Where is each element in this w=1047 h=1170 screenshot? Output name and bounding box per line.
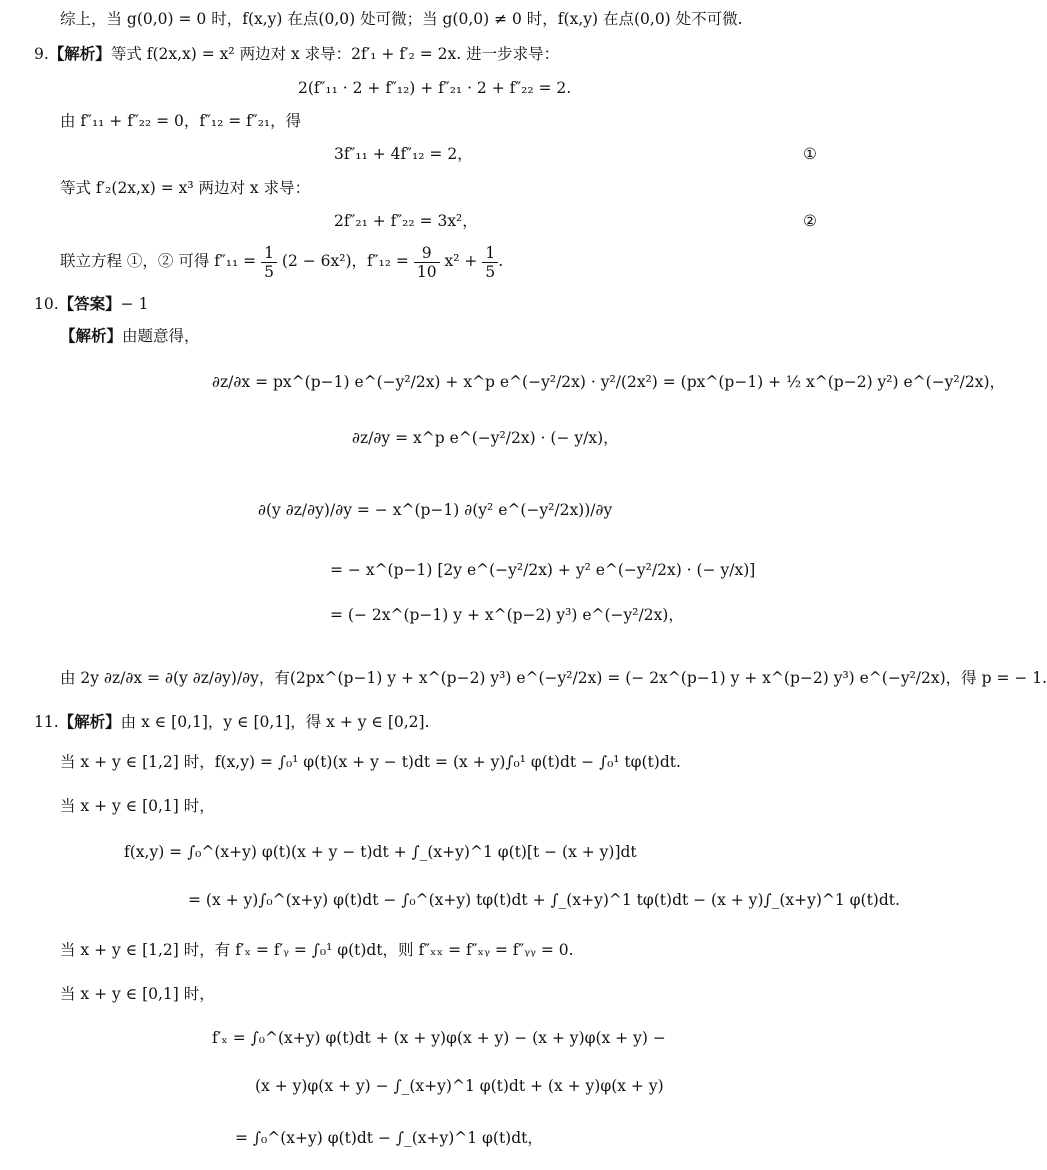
analysis-tag: 【解析】 xyxy=(60,326,123,345)
problem-9-text: 等式 f(2x,x) = x² 两边对 x 求导：2f′₁ + f′₂ = 2x. 进一步求导： xyxy=(110,45,560,63)
problem-10-result: 由 2y ∂z/∂x = ∂(y ∂z/∂y)/∂y，有(2px^(p−1) y + x^(p−2) y³) e^(−y²/2x) = (− 2x^(p−1) y + x^(p−2) y³) e^(−y²/2x)，得 p = − 1. xyxy=(60,669,1047,687)
fraction-1-5 xyxy=(261,244,277,281)
problem-9-header xyxy=(34,44,559,64)
fx-derivative-1: f′ₓ = ∫₀^(x+y) φ(t)dt + (x + y)φ(x + y) − (x + y)φ(x + y) − xyxy=(212,1029,666,1047)
case-0-1-label-2: 当 x + y ∈ [0,1] 时， xyxy=(60,985,215,1003)
result-prefix: 联立方程 ①，② 可得 f″₁₁ = xyxy=(60,252,257,270)
fraction-9-10 xyxy=(414,244,440,281)
second-derivatives-zero: 当 x + y ∈ [1,2] 时，有 f′ₓ = f′ᵧ = ∫₀¹ φ(t)dt，则 f″ₓₓ = f″ₓᵧ = f″ᵧᵧ = 0. xyxy=(60,941,574,959)
mixed-partial-1: ∂(y ∂z/∂y)/∂y = − x^(p−1) ∂(y² e^(−y²/2x))/∂y xyxy=(258,501,613,519)
analysis-text: 由题意得， xyxy=(122,327,200,345)
f-definition: f(x,y) = ∫₀^(x+y) φ(t)(x + y − t)dt + ∫_(x+y)^1 φ(t)[t − (x + y)]dt xyxy=(124,843,637,861)
problem-9-result xyxy=(60,240,503,282)
numerator: 1 xyxy=(482,244,498,263)
case-0-1-label: 当 x + y ∈ [0,1] 时， xyxy=(60,797,215,815)
f-expanded: = (x + y)∫₀^(x+y) φ(t)dt − ∫₀^(x+y) tφ(t)dt + ∫_(x+y)^1 tφ(t)dt − (x + y)∫_(x+y)^1 φ(t)dt. xyxy=(188,891,900,909)
problem-9-number: 9. xyxy=(34,45,49,63)
answer-value: − 1 xyxy=(120,295,149,313)
denominator: 5 xyxy=(264,262,274,281)
result-period: . xyxy=(498,252,504,270)
problem-9-condition: 由 f″₁₁ + f″₂₂ = 0，f″₁₂ = f″₂₁，得 xyxy=(60,112,302,130)
result-middle: (2 − 6x²)，f″₁₂ = xyxy=(281,252,409,270)
numerator: 1 xyxy=(261,244,277,263)
result-tail: x² + xyxy=(444,252,478,270)
problem-9-equation-1: 2(f″₁₁ · 2 + f″₁₂) + f″₂₁ · 2 + f″₂₂ = 2. xyxy=(298,79,572,97)
problem-9-equation-3: 2f″₂₁ + f″₂₂ = 3x²， xyxy=(334,212,478,230)
problem-9-tag: 【解析】 xyxy=(48,44,111,63)
problem-11-number: 11. xyxy=(34,713,59,731)
partial-z-x: ∂z/∂x = px^(p−1) e^(−y²/2x) + x^p e^(−y²/2x) · y²/(2x²) = (px^(p−1) + ½ x^(p−2) y²) e^(−y²/2x)， xyxy=(212,373,1006,391)
equation-marker-2: ② xyxy=(803,212,817,230)
problem-9-equation-2: 3f″₁₁ + 4f″₁₂ = 2， xyxy=(334,145,473,163)
partial-z-y: ∂z/∂y = x^p e^(−y²/2x) · (− y/x)， xyxy=(352,429,619,447)
fx-derivative-2: (x + y)φ(x + y) − ∫_(x+y)^1 φ(t)dt + (x + y)φ(x + y) xyxy=(255,1077,664,1095)
numerator: 9 xyxy=(414,244,440,263)
denominator: 5 xyxy=(485,262,496,281)
problem-9-derive: 等式 f′₂(2x,x) = x³ 两边对 x 求导： xyxy=(60,179,311,197)
fx-derivative-3: = ∫₀^(x+y) φ(t)dt − ∫_(x+y)^1 φ(t)dt， xyxy=(235,1129,543,1147)
problem-11-header xyxy=(34,712,430,732)
case-1-2: 当 x + y ∈ [1,2] 时，f(x,y) = ∫₀¹ φ(t)(x + y − t)dt = (x + y)∫₀¹ φ(t)dt − ∫₀¹ tφ(t)dt. xyxy=(60,753,681,771)
problem-10-header xyxy=(34,294,148,314)
equation-marker-1: ① xyxy=(803,145,817,163)
denominator: 10 xyxy=(416,262,437,281)
problem-10-analysis xyxy=(60,326,200,346)
problem-11-tag: 【解析】 xyxy=(58,712,121,731)
problem-10-number: 10. xyxy=(34,295,59,313)
mixed-partial-3: = (− 2x^(p−1) y + x^(p−2) y³) e^(−y²/2x)， xyxy=(330,606,684,624)
answer-tag: 【答案】 xyxy=(58,294,121,313)
conclusion-line: 综上，当 g(0,0) = 0 时，f(x,y) 在点(0,0) 处可微；当 g(0,0) ≠ 0 时，f(x,y) 在点(0,0) 处不可微. xyxy=(60,10,743,28)
fraction-1-5-b xyxy=(482,244,498,281)
mixed-partial-2: = − x^(p−1) [2y e^(−y²/2x) + y² e^(−y²/2x) · (− y/x)] xyxy=(330,561,756,579)
problem-11-text: 由 x ∈ [0,1]，y ∈ [0,1]，得 x + y ∈ [0,2]. xyxy=(120,713,430,731)
